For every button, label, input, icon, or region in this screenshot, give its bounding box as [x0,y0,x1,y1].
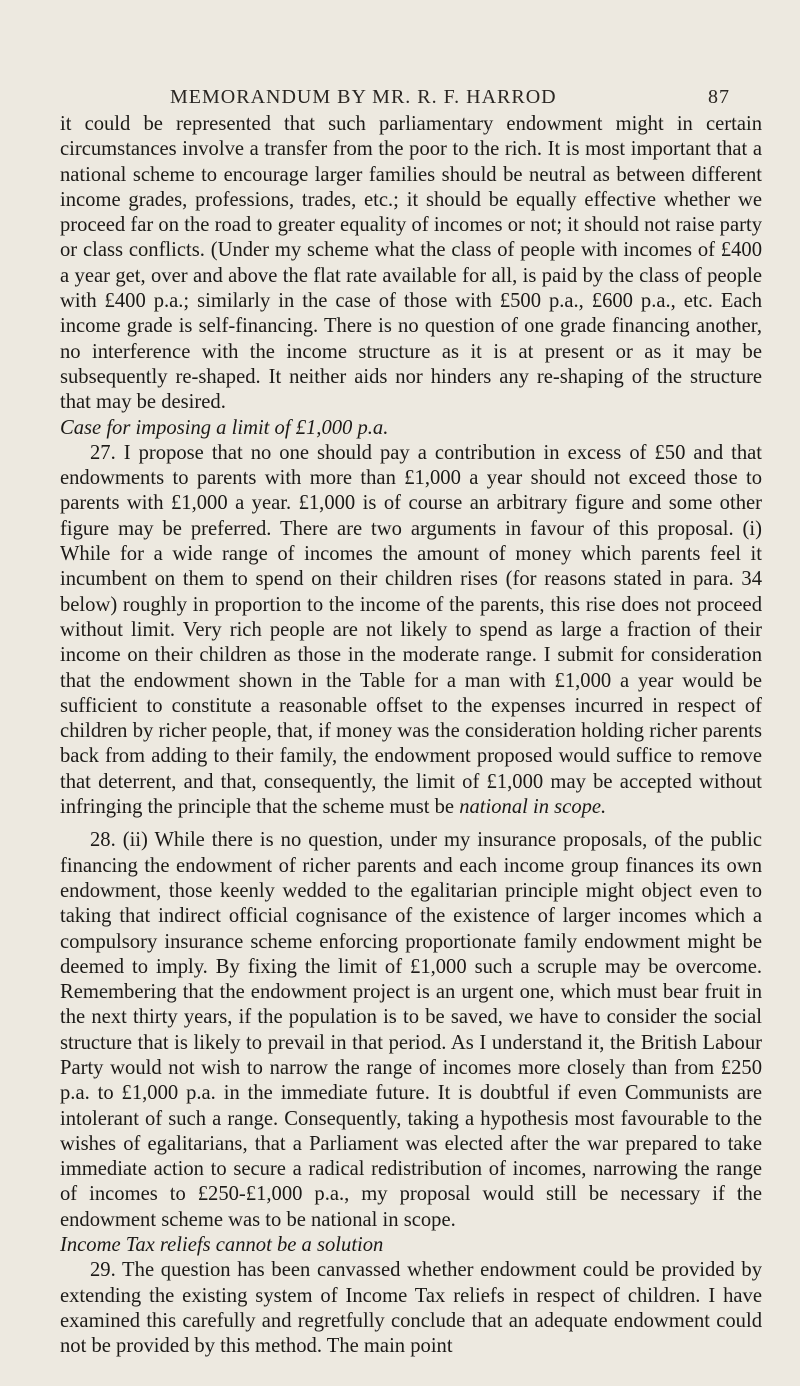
paragraph-26-continued: it could be represented that such parliamentary endowment might in certain circumstances involve a transfer from the poor to the rich. It is most important that a national scheme to encourage larger families should be neutral as between different income grades, professions, trades, etc.; it should be equally effective whether we proceed far on the road to greater equality of incomes or not; it should not raise party or class conflicts. (Under my scheme what the class of people with incomes of £400 a year get, over and above the flat rate available for all, is paid by the class of people with £400 p.a.; similarly in the case of those with £500 p.a., £600 p.a., etc. Each income grade is self-financing. There is no question of one grade financing another, no interference with the income structure as it is at present or as it may be subsequently re-shaped. It neither aids nor hinders any re-shaping of the structure that may be desired. [60,113,762,414]
section-heading-income-tax: Income Tax reliefs cannot be a solution [60,1234,384,1257]
page-number: 87 [708,86,730,108]
running-head [170,86,730,110]
paragraph-27-text: 27. I propose that no one should pay a contribution in excess of £50 and that endowments to parents with more than £1,000 a year should not exceed those to parents with £1,000 a year. £1,000 is of course an arbitrary figure and some other figure may be preferred. There are two arguments in favour of this proposal. (i) While for a wide range of incomes the amount of money which parents feel it incumbent on them to spend on their children rises (for reasons stated in para. 34 below) roughly in proportion to the income of the parents, this rise does not proceed without limit. Very rich people are not likely to spend as large a fraction of their income on their children as those in the moderate range. I submit for consideration that the endowment shown in the Table for a man with £1,000 a year would be sufficient to constitute a reasonable offset to the expenses incurred in respect of children by richer people, that, if money was the consideration holding richer parents back from adding to their family, the endowment proposed would suffice to remove that deterrent, and that, consequently, the limit of £1,000 may be accepted without infringing the principle that the scheme must be [60,441,762,819]
paragraph-27-emphasis: national in scope. [459,796,607,819]
running-head-title: MEMORANDUM BY MR. R. F. HARROD [170,86,557,108]
paragraph-27 [60,441,762,820]
document-body [60,112,762,1360]
paragraph-28: 28. (ii) While there is no question, under my insurance proposals, of the public financing the endowment of richer parents and each income group finances its own endowment, those keenly wedded to the egalitarian principle might object even to taking that indirect official cognisance of the existence of larger incomes which a compulsory insurance scheme enforcing proportionate family endowment might be deemed to imply. By fixing the limit of £1,000 such a scruple may be overcome. Remembering that the endowment project is an urgent one, which must bear fruit in the next thirty years, if the population is to be saved, we have to consider the social structure that is likely to prevail in that period. As I understand it, the British Labour Party would not wish to narrow the range of incomes more closely than from £250 p.a. to £1,000 p.a. in the immediate future. It is doubtful if even Communists are intolerant of such a range. Consequently, taking a hypothesis most favourable to the wishes of egalitarians, that a Parliament was elected after the war prepared to take immediate action to secure a radical redistribution of incomes, narrowing the range of incomes to £250-£1,000 p.a., my proposal would still be necessary if the endowment scheme was to be national in scope. [60,829,762,1231]
section-heading-limit: Case for imposing a limit of £1,000 p.a. [60,416,389,439]
paragraph-29: 29. The question has been canvassed whether endowment could be provided by extending the existing system of Income Tax reliefs in respect of children. I have examined this carefully and regretfully conclude that an adequate endowment could not be provided by this method. The main point [60,1259,762,1358]
